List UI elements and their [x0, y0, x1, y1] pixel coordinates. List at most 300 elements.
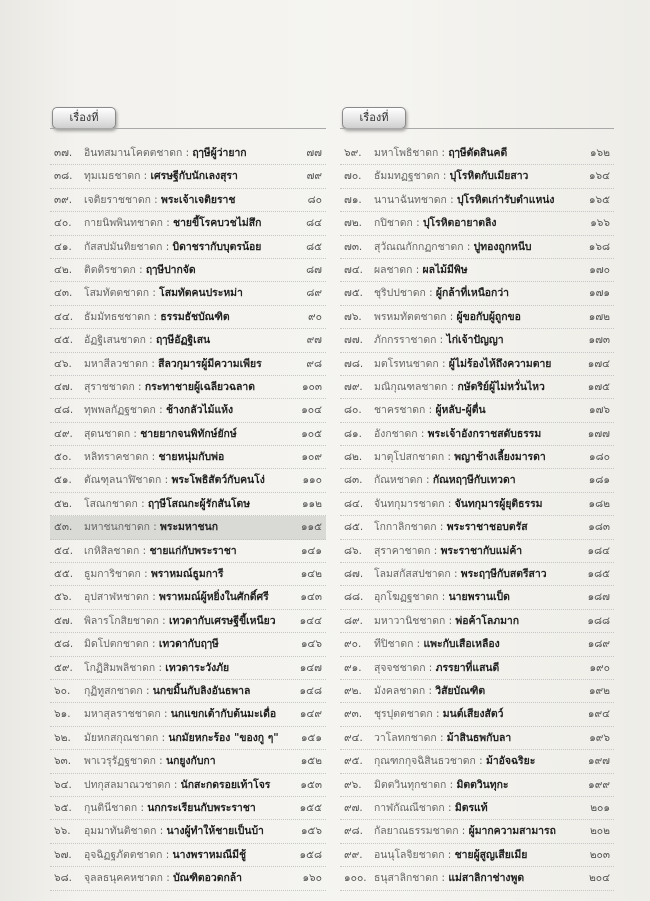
page-number: ๑๔๑: [300, 544, 322, 557]
page-number: ๑๗๒: [588, 310, 610, 323]
jataka-name: โสมทัตตชาดก: [84, 287, 150, 300]
page-number: ๑๘๑: [588, 474, 610, 487]
story-number: ๗๑.: [344, 193, 362, 206]
story-title: ม้าสินธพกับลา: [446, 731, 512, 744]
page-number: ๑๙๖: [589, 731, 610, 744]
story-number: ๔๔.: [54, 310, 74, 323]
page-number: ๑๖๕: [588, 193, 610, 206]
story-number: ๙๙.: [344, 848, 363, 861]
story-number: ๖๘.: [54, 872, 72, 885]
jataka-name: พิลารโกสิยชาดก: [84, 614, 159, 627]
jataka-name: ภักกรราชาดก: [374, 334, 437, 347]
toc-row: [340, 610, 614, 633]
page-number: ๙๘: [306, 357, 322, 370]
story-number: ๘๖.: [344, 544, 362, 557]
page-number: ๑๗๕: [587, 380, 610, 393]
story-number: ๙๑.: [344, 661, 362, 674]
story-number: ๕๘.: [54, 638, 74, 651]
page-number: ๑๙๙: [588, 778, 610, 791]
story-text: กัสสปมันทิยชาดก : บิดาชรากับบุตรน้อย: [84, 240, 262, 253]
page-number: ๑๐๙: [301, 451, 322, 464]
story-title: กษัตริย์ผู้ไม่หวั่นไหว: [457, 380, 545, 393]
story-title: นกแขกเต้ากับต้นมะเดื่อ: [170, 708, 277, 721]
jataka-name: สุดนชาดก: [84, 427, 131, 440]
page-number: ๒๐๔: [588, 872, 610, 885]
story-number: ๘๒.: [344, 451, 363, 464]
story-text: โกกาลิกชาดก : พระราชาชอบตรัส: [374, 521, 528, 534]
page-number: ๘๔: [306, 217, 322, 230]
page-number: ๙๐: [308, 310, 322, 323]
story-title: ชายผู้สูญเสียเมีย: [454, 848, 528, 861]
jataka-name: มังคลชาดก: [374, 684, 426, 697]
story-text: ชาครชาดก : ผู้หลับ-ผู้ตื่น: [374, 404, 486, 417]
story-number: ๕๙.: [54, 661, 73, 674]
jataka-name: โกกาลิกชาดก: [374, 521, 437, 534]
story-text: กาฬกัณณีชาดก : มิตรแท้: [374, 801, 488, 814]
jataka-name: นานาฉันทชาดก: [374, 193, 447, 206]
page-number: ๑๔๙: [299, 708, 322, 721]
page-number: ๘๕: [306, 240, 322, 253]
story-number: ๘๔.: [344, 497, 364, 510]
jataka-name: ธูมการิชาดก: [84, 568, 141, 581]
page-number: ๑๐๕: [301, 427, 322, 440]
toc-row: [340, 306, 614, 329]
toc-row: [340, 797, 614, 820]
toc-row: [50, 423, 326, 446]
page-number: ๘๐: [307, 193, 322, 206]
story-number: ๗๒.: [344, 217, 362, 230]
jataka-name: ทีปิชาดก: [374, 638, 414, 651]
toc-row: [340, 376, 614, 399]
jataka-name: สุราชชาดก: [84, 380, 135, 393]
page-number: ๑๘๓: [588, 521, 610, 534]
toc-row: [50, 727, 326, 750]
story-text: อังกชาดก : พระเจ้าอังกราชสดับธรรม: [374, 427, 542, 440]
jataka-name: โกฏิสิมพลิชาดก: [84, 661, 156, 674]
story-text: โลมสกัสสปชาดก : พระฤๅษีกับสตรีสาว: [374, 568, 547, 581]
story-title: พระเจ้าเจติยราช: [160, 193, 236, 206]
toc-row: [340, 282, 614, 305]
story-text: มังคลชาดก : วิสัยบัณฑิต: [374, 684, 486, 697]
story-title: พราหมณ์ธูมการี: [150, 568, 224, 581]
story-text: มตโรทนชาดก : ผู้ไม่ร้องไห้ถึงความตาย: [374, 357, 552, 370]
story-text: มหาสีลวชาดก : สีลวกุมารผู้มีความเพียร: [84, 357, 262, 370]
jataka-name: โลมสกัสสปชาดก: [374, 568, 451, 581]
story-text: อินทสมานโคตตชาดก : ฤๅษีผู้ว่ายาก: [84, 147, 247, 159]
story-title: บิดาชรากับบุตรน้อย: [172, 240, 262, 253]
story-title: พระเจ้าอังกราชสดับธรรม: [427, 427, 542, 440]
story-number: ๕๓.: [54, 521, 73, 534]
story-title: พญาช้างเลี้ยงมารดา: [454, 451, 546, 464]
toc-row: [340, 727, 614, 750]
jataka-name: ธัมมทฏฐชาดก: [374, 170, 440, 183]
story-title: มนต์เสียงสัตว์: [442, 708, 504, 721]
jataka-name: ติตติรชาดก: [84, 263, 136, 276]
jataka-name: มตโรทนชาดก: [374, 357, 439, 370]
story-title: นางผู้ทำให้ชายเป็นบ้า: [166, 825, 264, 838]
toc-row: [50, 469, 326, 492]
story-number: ๕๗.: [54, 614, 73, 627]
story-title: นกยูงกับกา: [165, 755, 216, 768]
story-number: ๔๘.: [54, 404, 74, 417]
story-number: ๔๙.: [54, 427, 73, 440]
story-title: ภรรยาที่แสนดี: [435, 661, 500, 674]
story-number: ๖๔.: [54, 778, 72, 791]
story-number: ๔๕.: [54, 334, 74, 347]
page-number: ๑๔๒: [300, 568, 322, 581]
story-number: ๔๗.: [54, 380, 73, 393]
toc-row: [50, 282, 326, 305]
story-title: ผู้หลับ-ผู้ตื่น: [435, 404, 486, 417]
jataka-name: อุกโฆฏฐชาดก: [374, 591, 439, 604]
story-number: ๙๖.: [344, 778, 362, 791]
toc-row: [340, 329, 614, 352]
story-text: วาโลทกชาดก : ม้าสินธพกับลา: [374, 731, 512, 744]
story-text: มาตุโปสกชาดก : พญาช้างเลี้ยงมารดา: [374, 451, 546, 464]
column-header-right: เรื่องที่: [342, 107, 406, 129]
toc-row: [340, 540, 614, 563]
page-number: ๑๘๒: [588, 497, 610, 510]
story-title: พระโพธิสัตว์กับคนโง่: [171, 474, 265, 487]
story-title: พระราชากับแม่ค้า: [440, 544, 523, 557]
story-title: ฤๅษีปากจัด: [145, 263, 196, 276]
story-number: ๘๙.: [344, 614, 363, 627]
page-number: ๑๖๒: [589, 147, 610, 159]
story-text: กุณฑกกุจฉิสินธวชาดก : ม้าอัจฉริยะ: [374, 755, 536, 768]
story-text: กายนิพพินทชาดก : ชายขี้โรคบวชไม่สึก: [84, 217, 262, 230]
page-number: ๗๙: [306, 170, 322, 183]
story-text: สุราคาชาดก : พระราชากับแม่ค้า: [374, 544, 523, 557]
story-number: ๗๖.: [344, 310, 362, 323]
jataka-name: มหาโพธิชาดก: [374, 147, 439, 159]
jataka-name: ทุมเมธชาดก: [84, 170, 141, 183]
story-text: มหาสุลราชชาดก : นกแขกเต้ากับต้นมะเดื่อ: [84, 708, 277, 721]
page-number: ๑๗๑: [588, 287, 610, 300]
jataka-name: อินทสมานโคตตชาดก: [84, 147, 183, 159]
story-number: ๕๐.: [54, 451, 72, 464]
story-number: ๖๐.: [54, 684, 71, 697]
story-text: อุกโฆฏฐชาดก : นายพรานเป็ด: [374, 591, 510, 604]
page-number: ๑๕๕: [299, 801, 322, 814]
story-title: ชายหนุ่มกับพ่อ: [158, 451, 225, 464]
story-text: โกฏิสิมพลิชาดก : เทวดาระวังภัย: [84, 661, 230, 674]
toc-row: [50, 236, 326, 259]
page-number: ๑๖๘: [588, 240, 610, 253]
jataka-name: มณิกุณฑลชาดก: [374, 380, 448, 393]
jataka-name: อุจฉิฏฐภัตตชาดก: [84, 848, 163, 861]
story-title: ไก่เจ้าปัญญา: [446, 334, 504, 347]
toc-row: [340, 399, 614, 422]
story-text: ธัมมทฏฐชาดก : ปุโรหิตกับเมียสาว: [374, 170, 529, 183]
story-title: นักสะกดรอยเท้าโจร: [180, 778, 271, 791]
story-number: ๕๒.: [54, 497, 73, 510]
story-number: ๙๔.: [344, 731, 363, 744]
story-title: วิสัยบัณฑิต: [435, 684, 486, 697]
toc-row: [50, 329, 326, 352]
story-title: ฤๅษีอัฏฐิเสน: [155, 334, 211, 347]
story-title: สีลวกุมารผู้มีความเพียร: [158, 357, 262, 370]
story-text: มิดโปตกชาดก : เทวดากับฤๅษี: [84, 638, 219, 651]
jataka-name: กัสสปมันทิยชาดก: [84, 240, 163, 253]
story-text: กัลยาณธรรมชาดก : ผู้มากความสามารถ: [374, 825, 556, 838]
story-text: ทุพพลกัฏฐชาดก : ช้างกลัวไม้แห้ง: [84, 404, 234, 417]
page-number: ๑๗๓: [588, 334, 610, 347]
toc-row: [340, 586, 614, 609]
story-number: ๖๙.: [344, 147, 362, 159]
page-number: ๑๑๕: [300, 521, 322, 534]
page-number: ๙๗: [306, 334, 322, 347]
toc-row: [50, 820, 326, 843]
page-number: ๑๖๐: [302, 872, 322, 885]
page-number: ๑๙๔: [587, 708, 610, 721]
story-title: ฤๅษีโสณกะผู้รักสันโดษ: [147, 497, 251, 510]
story-number: ๗๕.: [344, 287, 363, 300]
story-number: ๔๒.: [54, 263, 73, 276]
story-text: ตัณฑุลนาฬิชาดก : พระโพธิสัตว์กับคนโง่: [84, 474, 265, 487]
page-number: ๑๔๓: [300, 591, 322, 604]
story-title: โสมทัตคนประหม่า: [159, 287, 243, 300]
story-title: ธรรมธัชบัณฑิต: [160, 310, 230, 323]
story-title: ผลไม้มีพิษ: [422, 263, 468, 276]
jataka-name: ปทกุสลมาณวชาดก: [84, 778, 171, 791]
jataka-name: มิตตวินทุกชาดก: [374, 778, 447, 791]
page-number: ๒๐๓: [589, 848, 610, 861]
toc-row: [340, 189, 614, 212]
story-text: เกหิสิลชาดก : ชายแก่กับพระราชา: [84, 544, 237, 557]
page-number: ๑๙๒: [588, 684, 610, 697]
page-number: ๑๘๙: [587, 638, 610, 651]
story-title: ชายขี้โรคบวชไม่สึก: [173, 217, 262, 230]
header-divider: [50, 128, 326, 129]
jataka-name: กุฏิทูสกชาดก: [84, 684, 143, 697]
story-title: ปุโรหิตอายาตลิง: [422, 217, 497, 230]
story-text: ติตติรชาดก : ฤๅษีปากจัด: [84, 263, 196, 276]
story-number: ๕๑.: [54, 474, 72, 487]
jataka-name: จุลลธนุคคหชาดก: [84, 872, 163, 885]
toc-row: [340, 493, 614, 516]
jataka-name: จันทกุมารชาดก: [374, 497, 445, 510]
page-number: ๑๕๑: [300, 731, 322, 744]
page-number: ๑๑๐: [302, 474, 322, 487]
toc-column-left: [50, 106, 326, 885]
story-number: ๘๗.: [344, 568, 364, 581]
toc-row: [50, 797, 326, 820]
story-title: นายพรานเป็ด: [448, 591, 510, 604]
story-number: ๔๓.: [54, 287, 73, 300]
toc-row: [340, 750, 614, 773]
toc-row: [340, 446, 614, 469]
toc-row: [50, 189, 326, 212]
jataka-name: กุนตินีชาดก: [84, 801, 138, 814]
story-title: พระฤๅษีกับสตรีสาว: [460, 568, 547, 581]
story-text: สุราชชาดก : กระทาชายผู้เฉลียวฉลาด: [84, 380, 256, 393]
toc-row: [50, 142, 326, 165]
story-title: กระทาชายผู้เฉลียวฉลาด: [144, 380, 256, 393]
toc-row: [50, 516, 326, 539]
story-title: ปุโรหิตกับเมียสาว: [449, 170, 529, 183]
story-number: ๕๖.: [54, 591, 72, 604]
page-number: ๑๘๗: [587, 591, 610, 604]
page-number: ๑๘๔: [587, 544, 610, 557]
jataka-name: ทุพพลกัฏฐชาดก: [84, 404, 156, 417]
jataka-name: กายนิพพินทชาดก: [84, 217, 163, 230]
story-number: ๔๐.: [54, 217, 72, 230]
page-number: ๑๗๔: [587, 357, 610, 370]
jataka-name: เจติยราชชาดก: [84, 193, 151, 206]
story-text: ชุรปุตตชาดก : มนต์เสียงสัตว์: [374, 708, 504, 721]
jataka-name: อนนุโลจิยชาดก: [374, 848, 445, 861]
story-number: ๙๕.: [344, 755, 363, 768]
toc-row: [340, 259, 614, 282]
story-text: โสมทัตตชาดก : โสมทัตคนประหม่า: [84, 287, 243, 300]
story-title: นกกระเรียนกับพระราชา: [147, 801, 256, 814]
story-number: ๙๒.: [344, 684, 362, 697]
page-number: ๗๗: [306, 147, 322, 159]
story-text: ชุริปปชาดก : ผู้กล้าที่เหนือกว่า: [374, 287, 510, 300]
story-text: พาเวรุรัฏฐชาดก : นกยูงกับกา: [84, 755, 216, 768]
toc-row: [340, 353, 614, 376]
jataka-name: กัลยาณธรรมชาดก: [374, 825, 459, 838]
story-number: ๖๕.: [54, 801, 72, 814]
toc-list-left: [50, 142, 326, 891]
page-number: ๒๐๒: [589, 825, 610, 838]
story-number: ๑๐๐.: [344, 872, 367, 885]
story-text: ธัมมัทธชชาดก : ธรรมธัชบัณฑิต: [84, 310, 230, 323]
story-title: นางพราหมณีมีชู้: [172, 848, 247, 861]
story-number: ๘๘.: [344, 591, 364, 604]
toc-row: [340, 657, 614, 680]
page-number: ๑๔๔: [299, 614, 322, 627]
story-number: ๘๐.: [344, 404, 362, 417]
story-title: มิตรแท้: [454, 801, 488, 814]
story-number: ๖๒.: [54, 731, 71, 744]
story-text: กัณหชาดก : กัณหฤๅษีกับเทวดา: [374, 474, 516, 487]
toc-column-right: [340, 106, 614, 885]
toc-row: [50, 774, 326, 797]
story-title: ชายยากจนพิทักษ์ยักษ์: [140, 427, 237, 440]
story-text: มหาโพธิชาดก : ฤๅษีตัดสินคดี: [374, 147, 508, 159]
story-text: หลิทราคชาดก : ชายหนุ่มกับพ่อ: [84, 451, 225, 464]
story-number: ๙๘.: [344, 825, 363, 838]
toc-row: [340, 703, 614, 726]
toc-row: [50, 844, 326, 867]
toc-row: [50, 750, 326, 773]
jataka-name: สุราคาชาดก: [374, 544, 431, 557]
toc-row: [340, 680, 614, 703]
story-number: ๘๕.: [344, 521, 364, 534]
story-number: ๗๐.: [344, 170, 362, 183]
toc-row: [50, 540, 326, 563]
story-text: จุลลธนุคคหชาดก : บัณฑิตอวดกล้า: [84, 872, 242, 885]
story-number: ๗๓.: [344, 240, 363, 253]
story-number: ๖๗.: [54, 848, 72, 861]
story-title: ฤๅษีผู้ว่ายาก: [192, 147, 247, 159]
jataka-name: กัณหชาดก: [374, 474, 423, 487]
column-header-left: เรื่องที่: [52, 107, 116, 129]
page-number: ๑๗๖: [588, 404, 610, 417]
story-title: พระมหาชนก: [160, 521, 219, 534]
story-text: สุวัณณกักกฏกชาดก : ปูทองถูกหนีบ: [374, 240, 532, 253]
story-text: มิตตวินทุกชาดก : มิตตวินทุกะ: [374, 778, 509, 791]
jataka-name: กปิชาดก: [374, 217, 413, 230]
story-title: แพะกับเสือเหลือง: [423, 638, 500, 651]
story-title: พระราชาชอบตรัส: [446, 521, 528, 534]
toc-row: [50, 633, 326, 656]
toc-row: [50, 212, 326, 235]
jataka-name: อัฏฐิเสนชาดก: [84, 334, 146, 347]
story-text: จันทกุมารชาดก : จันทกุมารผู้ยุติธรรม: [374, 497, 543, 510]
story-text: ปทกุสลมาณวชาดก : นักสะกดรอยเท้าโจร: [84, 778, 271, 791]
page-number: ๑๘๕: [587, 568, 610, 581]
story-text: สุจจชชาดก : ภรรยาที่แสนดี: [374, 661, 500, 674]
story-number: ๔๖.: [54, 357, 72, 370]
header-divider: [340, 128, 614, 129]
jataka-name: พาเวรุรัฏฐชาดก: [84, 755, 156, 768]
story-number: ๗๘.: [344, 357, 364, 370]
page-number: ๒๐๑: [590, 801, 610, 814]
jataka-name: กาฬกัณณีชาดก: [374, 801, 445, 814]
story-text: มัยหกสกุณชาดก : นกมัยหกะร้อง "ของกู ๆ": [84, 731, 279, 744]
story-title: พ่อค้าโลภมาก: [455, 614, 520, 627]
jataka-name: ชุรปุตตชาดก: [374, 708, 433, 721]
toc-row: [50, 703, 326, 726]
toc-row: [340, 844, 614, 867]
jataka-name: ธัมมัทธชชาดก: [84, 310, 151, 323]
story-text: พรหมทัตตชาดก : ผู้ขอกับผู้ถูกขอ: [374, 310, 521, 323]
jataka-name: ตัณฑุลนาฬิชาดก: [84, 474, 162, 487]
story-title: ม้าอัจฉริยะ: [485, 755, 536, 768]
page-number: ๑๕๓: [300, 778, 322, 791]
page-number: ๘๗: [306, 263, 322, 276]
toc-row: [50, 493, 326, 516]
story-text: เจติยราชชาดก : พระเจ้าเจติยราช: [84, 193, 236, 206]
story-number: ๖๓.: [54, 755, 72, 768]
page-number: ๑๐๔: [301, 404, 322, 417]
toc-row: [340, 212, 614, 235]
story-text: ธูมการิชาดก : พราหมณ์ธูมการี: [84, 568, 224, 581]
story-text: โสณกชาดก : ฤๅษีโสณกะผู้รักสันโดษ: [84, 497, 251, 510]
story-title: เทวดาระวังภัย: [165, 661, 230, 674]
toc-row: [50, 376, 326, 399]
toc-row: [50, 680, 326, 703]
jataka-name: มหาชนกชาดก: [84, 521, 150, 534]
story-text: อัฏฐิเสนชาดก : ฤๅษีอัฏฐิเสน: [84, 334, 211, 347]
story-number: ๓๗.: [54, 147, 73, 159]
story-text: อุจฉิฏฐภัตตชาดก : นางพราหมณีมีชู้: [84, 848, 247, 861]
jataka-name: หลิทราคชาดก: [84, 451, 149, 464]
story-number: ๖๑.: [54, 708, 71, 721]
toc-row: [340, 423, 614, 446]
story-text: มหาชนกชาดก : พระมหาชนก: [84, 521, 219, 534]
story-number: ๘๓.: [344, 474, 363, 487]
toc-row: [50, 446, 326, 469]
page-number: ๑๘๐: [589, 451, 610, 464]
story-number: ๔๑.: [54, 240, 72, 253]
story-title: แม่สาลิกาช่างพูด: [448, 872, 525, 885]
toc-row: [340, 142, 614, 165]
story-text: กุฏิทูสกชาดก : นกขมิ้นกับลิงอันธพาล: [84, 684, 251, 697]
page-number: ๑๖๖: [590, 217, 610, 230]
toc-row: [340, 867, 614, 890]
page-number: ๑๕๖: [300, 825, 322, 838]
toc-row: [50, 259, 326, 282]
toc-row: [50, 353, 326, 376]
story-text: สุดนชาดก : ชายยากจนพิทักษ์ยักษ์: [84, 427, 237, 440]
story-number: ๙๓.: [344, 708, 363, 721]
story-title: ฤๅษีตัดสินคดี: [448, 147, 508, 159]
story-number: ๗๗.: [344, 334, 363, 347]
story-text: อนนุโลจิยชาดก : ชายผู้สูญเสียเมีย: [374, 848, 528, 861]
